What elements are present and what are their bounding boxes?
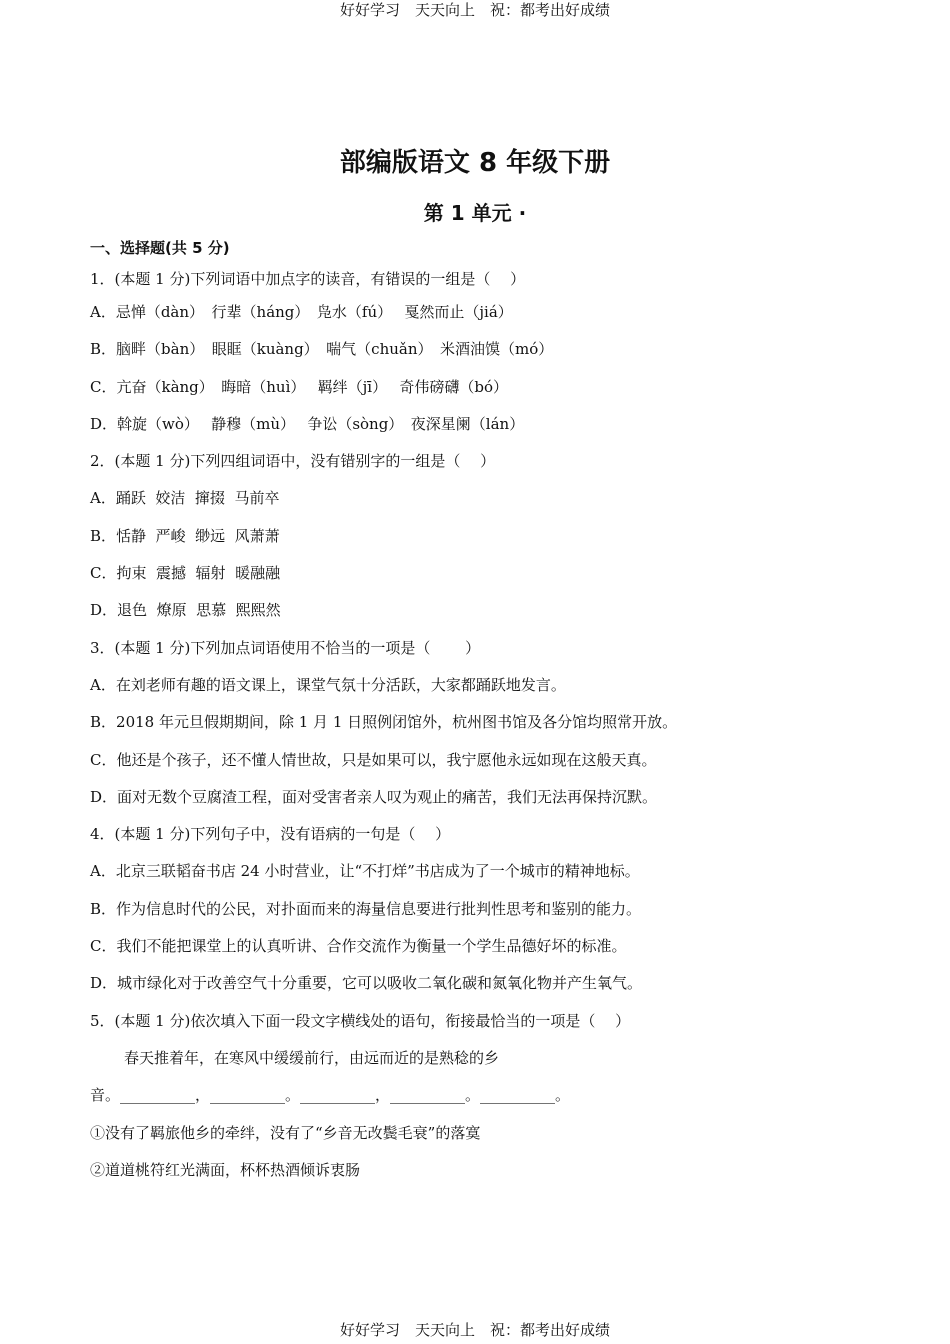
q4-option-c: C．我们不能把课堂上的认真听讲、合作交流作为衡量一个学生品德好坏的标准。 <box>90 937 627 956</box>
question-2: 2．(本题 1 分)下列四组词语中，没有错别字的一组是（ ） <box>90 452 496 471</box>
q2-option-a: A．踊跃 姣洁 撺掇 马前卒 <box>90 489 280 508</box>
q3-option-c: C．他还是个孩子，还不懂人情世故，只是如果可以，我宁愿他永远如现在这般天真。 <box>90 750 657 769</box>
question-3: 3．(本题 1 分)下列加点词语使用不恰当的一项是（ ） <box>90 638 481 657</box>
q2-option-b: B．恬静 严峻 缈远 风萧萧 <box>90 526 280 545</box>
question-1: 1．(本题 1 分)下列词语中加点字的读音，有错误的一组是（ ） <box>90 270 526 288</box>
question-4: 4．(本题 1 分)下列句子中，没有语病的一句是（ ） <box>90 825 451 844</box>
section-heading: 一、选择题(共 5 分) <box>90 239 230 257</box>
q1-option-c: C．亢奋（kàng） 晦暗（huì） 羁绊（jī） 奇伟磅礴（bó） <box>90 377 509 396</box>
q5-passage: 春天推着年，在寒风中缓缓前行，由远而近的是熟稔的乡 <box>124 1048 500 1067</box>
q4-option-a: A．北京三联韬奋书店 24 小时营业，让“不打烊”书店成为了一个城市的精神地标。 <box>90 862 640 881</box>
q5-blanks: 音。__________，__________。__________，__________。__________。 <box>90 1086 571 1105</box>
q5-sentence-1: ①没有了羁旅他乡的牵绊，没有了“乡音无改鬓毛衰”的落寞 <box>90 1123 481 1142</box>
q5-sentence-2: ②道道桃符红光满面，杯杯热酒倾诉衷肠 <box>90 1160 361 1179</box>
page-footer: 好好学习 天天向上 祝：都考出好成绩 <box>339 1321 610 1339</box>
document-title: 部编版语文 8 年级下册 <box>339 148 611 178</box>
q2-option-c: C．拘束 震撼 辐射 暖融融 <box>90 564 281 583</box>
q3-option-b: B．2018 年元旦假期期间，除 1 月 1 日照例闭馆外，杭州图书馆及各分馆均照常开放。 <box>90 713 678 732</box>
q4-option-b: B．作为信息时代的公民，对扑面而来的海量信息要进行批判性思考和鉴别的能力。 <box>90 899 642 918</box>
question-5: 5．(本题 1 分)依次填入下面一段文字横线处的语句，衔接最恰当的一项是（ ） <box>90 1011 631 1030</box>
q1-option-d: D．斡旋（wò） 静穆（mù） 争讼（sòng） 夜深星阑（lán） <box>90 414 525 433</box>
document-body <box>90 236 890 1189</box>
q4-option-d: D．城市绿化对于改善空气十分重要，它可以吸收二氧化碳和氮氧化物并产生氧气。 <box>90 974 643 993</box>
q1-option-a: A．忌惮（dàn） 行辈（háng） 凫水（fú） 戛然而止（jiá） <box>90 303 513 321</box>
unit-subtitle: 第 1 单元 · <box>423 201 527 225</box>
page-header: 好好学习 天天向上 祝：都考出好成绩 <box>339 1 610 19</box>
q2-option-d: D．退色 燎原 思慕 熙熙然 <box>90 601 281 620</box>
q3-option-a: A．在刘老师有趣的语文课上，课堂气氛十分活跃，大家都踊跃地发言。 <box>90 675 566 694</box>
q1-option-b: B．脑畔（bàn） 眼眶（kuàng） 喘气（chuǎn） 米酒油馍（mó） <box>90 340 554 359</box>
q3-option-d: D．面对无数个豆腐渣工程，面对受害者亲人叹为观止的痛苦，我们无法再保持沉默。 <box>90 787 658 806</box>
